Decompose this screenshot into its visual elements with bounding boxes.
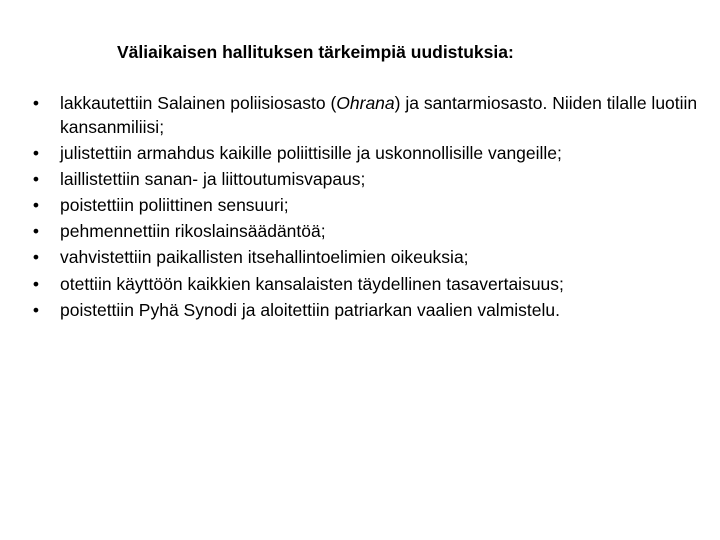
bullet-item-4: [30, 194, 710, 218]
bullet-text: otettiin käyttöön kaikkien kansalaisten täydellinen tasavertaisuus;: [60, 273, 564, 294]
bullet-dot-icon: •: [32, 168, 40, 189]
bullet-item-6: [30, 246, 710, 270]
bullet-dot-icon: •: [32, 142, 40, 163]
bullet-text: julistettiin armahdus kaikille poliittisille ja uskonnollisille vangeille;: [60, 142, 562, 163]
bullet-dot-icon: •: [32, 273, 40, 294]
bullet-text: poistettiin Pyhä Synodi ja aloitettiin patriarkan vaalien valmistelu.: [60, 299, 560, 320]
bullet-dot-icon: •: [32, 221, 40, 242]
bullet-text-after: ) ja santarmiosasto. Niiden tilalle luotiin kansanmiliisi;: [60, 93, 698, 137]
bullet-dot-icon: •: [32, 247, 40, 268]
bullet-text-emphasis: Ohrana: [336, 93, 395, 113]
bullet-text-before: lakkautettiin Salainen poliisiosasto (: [60, 93, 337, 113]
bullet-text: laillistettiin sanan- ja liittoutumisvapaus;: [60, 168, 366, 189]
bullet-dot-icon: •: [32, 299, 40, 320]
bullet-item-8: [30, 299, 710, 323]
bullet-dot-icon: •: [32, 93, 40, 113]
bullet-dot-icon: •: [32, 195, 40, 216]
bullet-text: vahvistettiin paikallisten itsehallintoelimien oikeuksia;: [60, 247, 469, 268]
bullet-text: poistettiin poliittinen sensuuri;: [60, 195, 289, 216]
bullet-item-1: [30, 92, 710, 139]
bullet-item-7: [30, 273, 710, 297]
bullet-text: pehmennettiin rikoslainsäädäntöä;: [60, 221, 326, 242]
bullet-list: [30, 92, 710, 325]
bullet-item-2: [30, 142, 710, 166]
bullet-item-3: [30, 168, 710, 192]
bullet-item-5: [30, 220, 710, 244]
slide-title: Väliaikaisen hallituksen tärkeimpiä uudistuksia:: [117, 42, 514, 62]
